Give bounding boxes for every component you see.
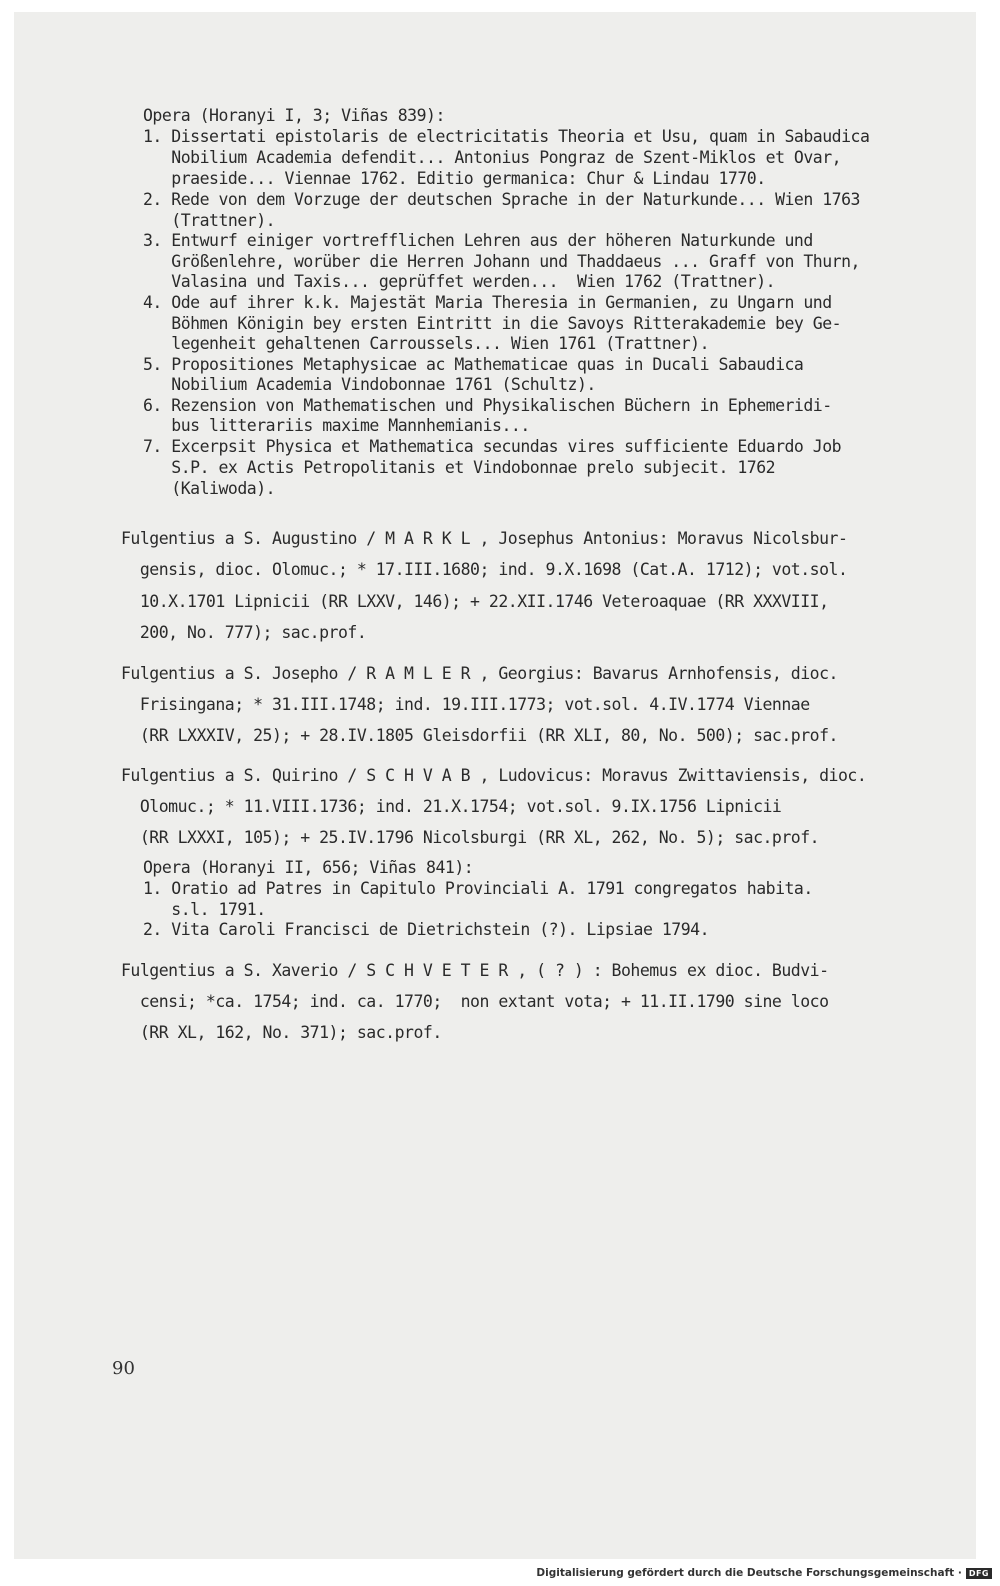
opera-item-5-line-2: Nobilium Academia Vindobonnae 1761 (Schultz).	[143, 375, 596, 394]
entry-line: 200, No. 777); sac.prof.	[121, 623, 367, 642]
entry-line: (RR LXXXI, 105); + 25.IV.1796 Nicolsburgi (RR XL, 262, No. 5); sac.prof.	[121, 828, 820, 847]
opera-item-7-line-2: S.P. ex Actis Petropolitanis et Vindobonnae prelo subjecit. 1762	[143, 458, 776, 477]
opera-item-1-line-1: 1. Dissertati epistolaris de electricitatis Theoria et Usu, quam in Sabaudica	[143, 127, 870, 146]
opera-item-6-line-2: bus litterariis maxime Mannhemianis...	[143, 416, 530, 435]
entry-line: Frisingana; * 31.III.1748; ind. 19.III.1773; vot.sol. 4.IV.1774 Viennae	[121, 695, 810, 714]
entry-line: Fulgentius a S. Josepho / R A M L E R , Georgius: Bavarus Arnhofensis, dioc.	[121, 664, 838, 683]
entry-line: censi; *ca. 1754; ind. ca. 1770; non extant vota; + 11.II.1790 sine loco	[121, 992, 829, 1011]
opera-item-1-line-1: 1. Oratio ad Patres in Capitulo Provinciali A. 1791 congregatos habita.	[143, 879, 813, 898]
opera-heading: Opera (Horanyi II, 656; Viñas 841):	[143, 858, 474, 877]
entry-line: 10.X.1701 Lipnicii (RR LXXV, 146); + 22.XII.1746 Veteroaquae (RR XXXVIII,	[121, 592, 829, 611]
opera-item-4-line-3: legenheit gehaltenen Carroussels... Wien 1761 (Trattner).	[143, 334, 710, 353]
entry-line: Olomuc.; * 11.VIII.1736; ind. 21.X.1754; vot.sol. 9.IX.1756 Lipnicii	[121, 797, 782, 816]
opera-item-4-line-2: Böhmen Königin bey ersten Eintritt in die Savoys Ritterakademie bey Ge-	[143, 314, 842, 333]
opera-item-2-line-1: 2. Vita Caroli Francisci de Dietrichstein (?). Lipsiae 1794.	[143, 920, 710, 939]
opera-item-6-line-1: 6. Rezension von Mathematischen und Physikalischen Büchern in Ephemeridi-	[143, 396, 832, 415]
entry-line: (RR XL, 162, No. 371); sac.prof.	[121, 1023, 442, 1042]
opera-item-3-line-3: Valasina und Taxis... geprüffet werden... Wien 1762 (Trattner).	[143, 272, 776, 291]
footer-text: Digitalisierung gefördert durch die Deutsche Forschungsgemeinschaft ·	[536, 1567, 962, 1579]
page-number: 90	[112, 1358, 135, 1379]
entry-line: Fulgentius a S. Xaverio / S C H V E T E R , ( ? ) : Bohemus ex dioc. Budvi-	[121, 961, 829, 980]
opera-item-7-line-3: (Kaliwoda).	[143, 479, 276, 498]
opera-item-5-line-1: 5. Propositiones Metaphysicae ac Mathematicae quas in Ducali Sabaudica	[143, 355, 804, 374]
opera-item-2-line-1: 2. Rede von dem Vorzuge der deutschen Sprache in der Naturkunde... Wien 1763	[143, 190, 860, 209]
opera-item-4-line-1: 4. Ode auf ihrer k.k. Majestät Maria Theresia in Germanien, zu Ungarn und	[143, 293, 832, 312]
opera-item-1-line-3: praeside... Viennae 1762. Editio germanica: Chur & Lindau 1770.	[143, 169, 766, 188]
opera-item-2-line-2: (Trattner).	[143, 211, 276, 230]
entry-line: Fulgentius a S. Augustino / M A R K L , Josephus Antonius: Moravus Nicolsbur-	[121, 529, 848, 548]
dfg-logo-icon: DFG	[966, 1568, 992, 1579]
opera-item-1-line-2: Nobilium Academia defendit... Antonius Pongraz de Szent-Miklos et Ovar,	[143, 148, 842, 167]
opera-item-3-line-2: Größenlehre, worüber die Herren Johann und Thaddaeus ... Graff von Thurn,	[143, 252, 860, 271]
entry-line: (RR LXXXIV, 25); + 28.IV.1805 Gleisdorfii (RR XLI, 80, No. 500); sac.prof.	[121, 726, 838, 745]
entry-line: gensis, dioc. Olomuc.; * 17.III.1680; ind. 9.X.1698 (Cat.A. 1712); vot.sol.	[121, 560, 848, 579]
opera-item-7-line-1: 7. Excerpsit Physica et Mathematica secundas vires sufficiente Eduardo Job	[143, 437, 842, 456]
entry-line: Fulgentius a S. Quirino / S C H V A B , Ludovicus: Moravus Zwittaviensis, dioc.	[121, 766, 867, 785]
footer-credit	[536, 1566, 992, 1580]
opera-item-3-line-1: 3. Entwurf einiger vortrefflichen Lehren aus der höheren Naturkunde und	[143, 231, 813, 250]
opera-item-1-line-2: s.l. 1791.	[143, 900, 266, 919]
opera-heading: Opera (Horanyi I, 3; Viñas 839):	[143, 106, 445, 125]
